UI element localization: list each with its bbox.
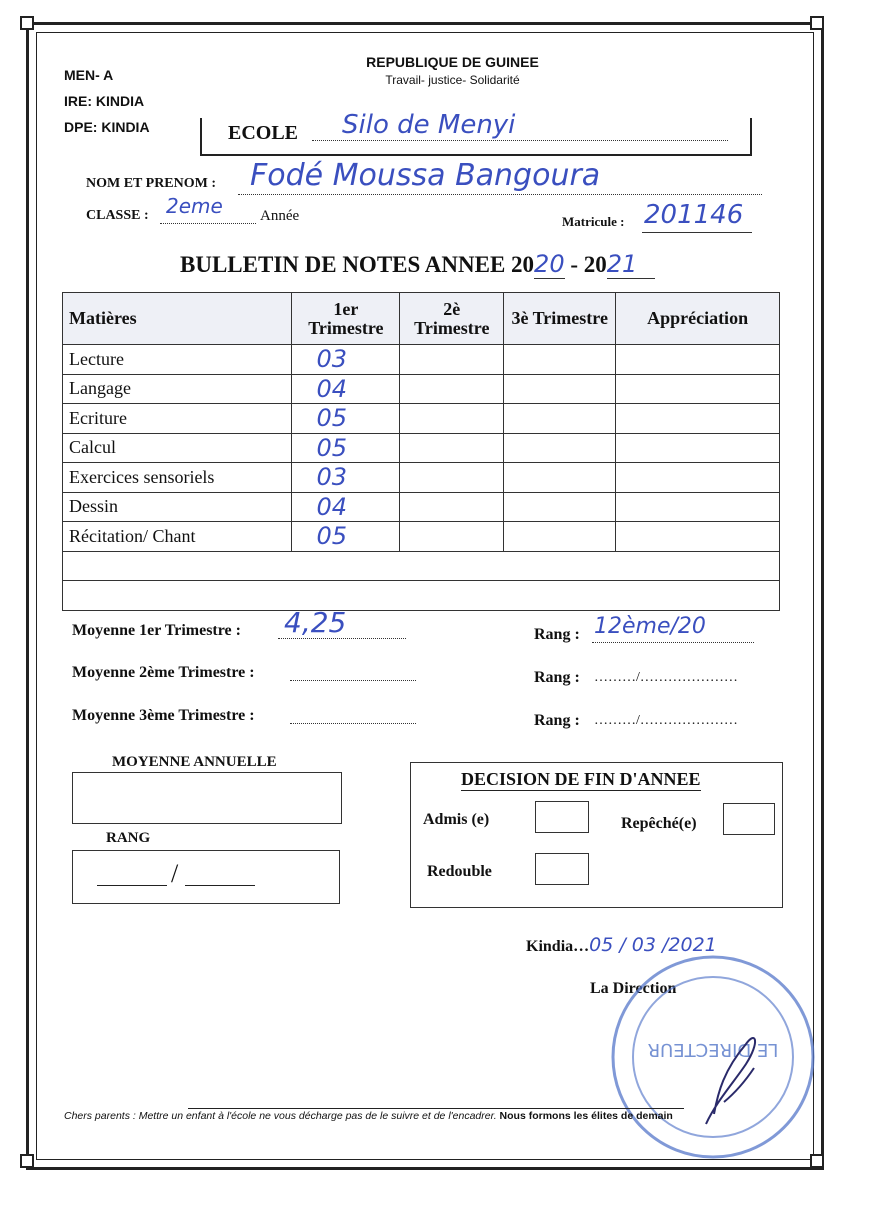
empty-cell	[400, 374, 504, 404]
empty-cell	[400, 433, 504, 463]
rang-slash: /	[171, 859, 179, 888]
grade-cell: 05	[292, 404, 400, 434]
school-dotline	[312, 140, 728, 141]
rang1-label: Rang :	[534, 626, 580, 643]
rang2-placeholder: ………/…………………	[594, 670, 738, 685]
redouble-checkbox[interactable]	[535, 853, 589, 885]
title-year2: 21	[607, 250, 656, 279]
redouble-label: Redouble	[427, 863, 492, 880]
empty-cell	[616, 374, 780, 404]
footer-note	[64, 1110, 673, 1122]
ministry-label: MEN- A	[64, 67, 114, 83]
rang-line-right	[185, 885, 255, 886]
empty-cell	[616, 522, 780, 552]
frame-corner	[20, 1154, 34, 1168]
empty-cell	[504, 522, 616, 552]
empty-cell	[400, 492, 504, 522]
empty-cell	[616, 433, 780, 463]
place-prefix: Kindia…	[526, 938, 590, 955]
col-header-appreciation: Appréciation	[616, 293, 780, 345]
col-header-t2: 2è Trimestre	[400, 293, 504, 345]
class-suffix: Année	[260, 208, 300, 224]
decision-title: DECISION DE FIN D'ANNEE	[461, 769, 701, 789]
header-country	[330, 54, 575, 87]
grade-cell: 05	[292, 433, 400, 463]
avg-t1-value: 4,25	[284, 606, 347, 639]
subject-cell: Ecriture	[63, 404, 292, 434]
empty-row-cell	[63, 581, 780, 611]
footer-note-text: Chers parents : Mettre un enfant à l'école ne vous décharge pas de le suivre et de l'encadrer.	[64, 1110, 497, 1122]
table-row	[63, 345, 780, 375]
rang2-label: Rang :	[534, 669, 580, 686]
signature-line	[188, 1108, 684, 1109]
school-label: ECOLE	[228, 122, 299, 144]
table-row	[63, 463, 780, 493]
school-box	[200, 110, 752, 156]
empty-cell	[616, 404, 780, 434]
subject-cell: Calcul	[63, 433, 292, 463]
admis-checkbox[interactable]	[535, 801, 589, 833]
grade-cell: 05	[292, 522, 400, 552]
rang1-value: 12ème/20	[594, 614, 706, 639]
empty-cell	[504, 404, 616, 434]
empty-cell	[616, 463, 780, 493]
table-row	[63, 404, 780, 434]
repeche-checkbox[interactable]	[723, 803, 775, 835]
col-header-subjects: Matières	[63, 293, 292, 345]
table-row	[63, 492, 780, 522]
empty-cell	[504, 374, 616, 404]
empty-cell	[616, 345, 780, 375]
date-value: 05 / 03 /2021	[589, 934, 717, 956]
grade-cell: 04	[292, 374, 400, 404]
ire-label: IRE: KINDIA	[64, 93, 145, 109]
avg-t1-label: Moyenne 1er Trimestre :	[72, 622, 241, 639]
school-stamp	[606, 952, 820, 1162]
repeche-label: Repêché(e)	[621, 815, 697, 832]
empty-cell	[400, 404, 504, 434]
empty-cell	[504, 345, 616, 375]
grade-cell: 03	[292, 463, 400, 493]
col-header-t1: 1er Trimestre	[292, 293, 400, 345]
admis-label: Admis (e)	[423, 811, 490, 828]
table-row-empty	[63, 581, 780, 611]
class-value: 2eme	[166, 194, 223, 218]
footer-note-bold: Nous formons les élites de demain	[499, 1110, 673, 1122]
rang1-dotline	[592, 642, 754, 643]
empty-cell	[504, 492, 616, 522]
empty-cell	[400, 463, 504, 493]
name-dotline	[238, 194, 762, 195]
subject-cell: Dessin	[63, 492, 292, 522]
subject-cell: Lecture	[63, 345, 292, 375]
grade-cell: 04	[292, 492, 400, 522]
dpe-label: DPE: KINDIA	[64, 119, 150, 135]
empty-cell	[504, 433, 616, 463]
header-admin	[64, 62, 150, 140]
avg-t2-dotline	[290, 680, 416, 681]
rang3-placeholder: ………/…………………	[594, 713, 738, 728]
title-year1: 20	[534, 250, 565, 278]
avg-t2-label: Moyenne 2ème Trimestre :	[72, 664, 255, 681]
annual-rang-label: RANG	[106, 830, 151, 846]
name-value: Fodé Moussa Bangoura	[250, 158, 601, 193]
grade-cell: 03	[292, 345, 400, 375]
empty-cell	[616, 492, 780, 522]
avg-t3-label: Moyenne 3ème Trimestre :	[72, 707, 255, 724]
table-row	[63, 433, 780, 463]
frame-corner	[20, 16, 34, 30]
col-header-t3: 3è Trimestre	[504, 293, 616, 345]
country-title: REPUBLIQUE DE GUINEE	[366, 54, 539, 70]
table-row	[63, 374, 780, 404]
matricule-line	[642, 232, 752, 233]
empty-cell	[400, 345, 504, 375]
empty-row-cell	[63, 551, 780, 581]
empty-cell	[504, 463, 616, 493]
school-value: Silo de Menyi	[342, 110, 516, 140]
annual-avg-label: MOYENNE ANNUELLE	[112, 754, 277, 770]
subject-cell: Langage	[63, 374, 292, 404]
avg-t3-dotline	[290, 723, 416, 724]
stamp-text: LE DIRECTEUR	[647, 1039, 779, 1060]
direction-label: La Direction	[590, 980, 677, 997]
annual-avg-box	[72, 772, 342, 824]
table-header-row	[63, 293, 780, 345]
matricule-label: Matricule :	[562, 214, 625, 229]
decision-box	[410, 762, 783, 908]
table-row	[63, 522, 780, 552]
bulletin-title	[180, 250, 655, 278]
title-prefix: BULLETIN DE NOTES ANNEE 20	[180, 252, 535, 277]
grades-table	[62, 292, 780, 611]
matricule-value: 201146	[644, 200, 744, 230]
frame-corner	[810, 16, 824, 30]
subject-cell: Récitation/ Chant	[63, 522, 292, 552]
name-label: NOM ET PRENOM :	[86, 176, 217, 191]
rang3-label: Rang :	[534, 712, 580, 729]
subject-cell: Exercices sensoriels	[63, 463, 292, 493]
motto: Travail- justice- Solidarité	[385, 73, 520, 87]
rang-line-left	[97, 885, 167, 886]
table-row-empty	[63, 551, 780, 581]
empty-cell	[400, 522, 504, 552]
annual-rang-box	[72, 850, 340, 904]
class-label: CLASSE :	[86, 208, 149, 223]
class-dotline	[160, 223, 256, 224]
title-sep: - 20	[564, 252, 607, 277]
